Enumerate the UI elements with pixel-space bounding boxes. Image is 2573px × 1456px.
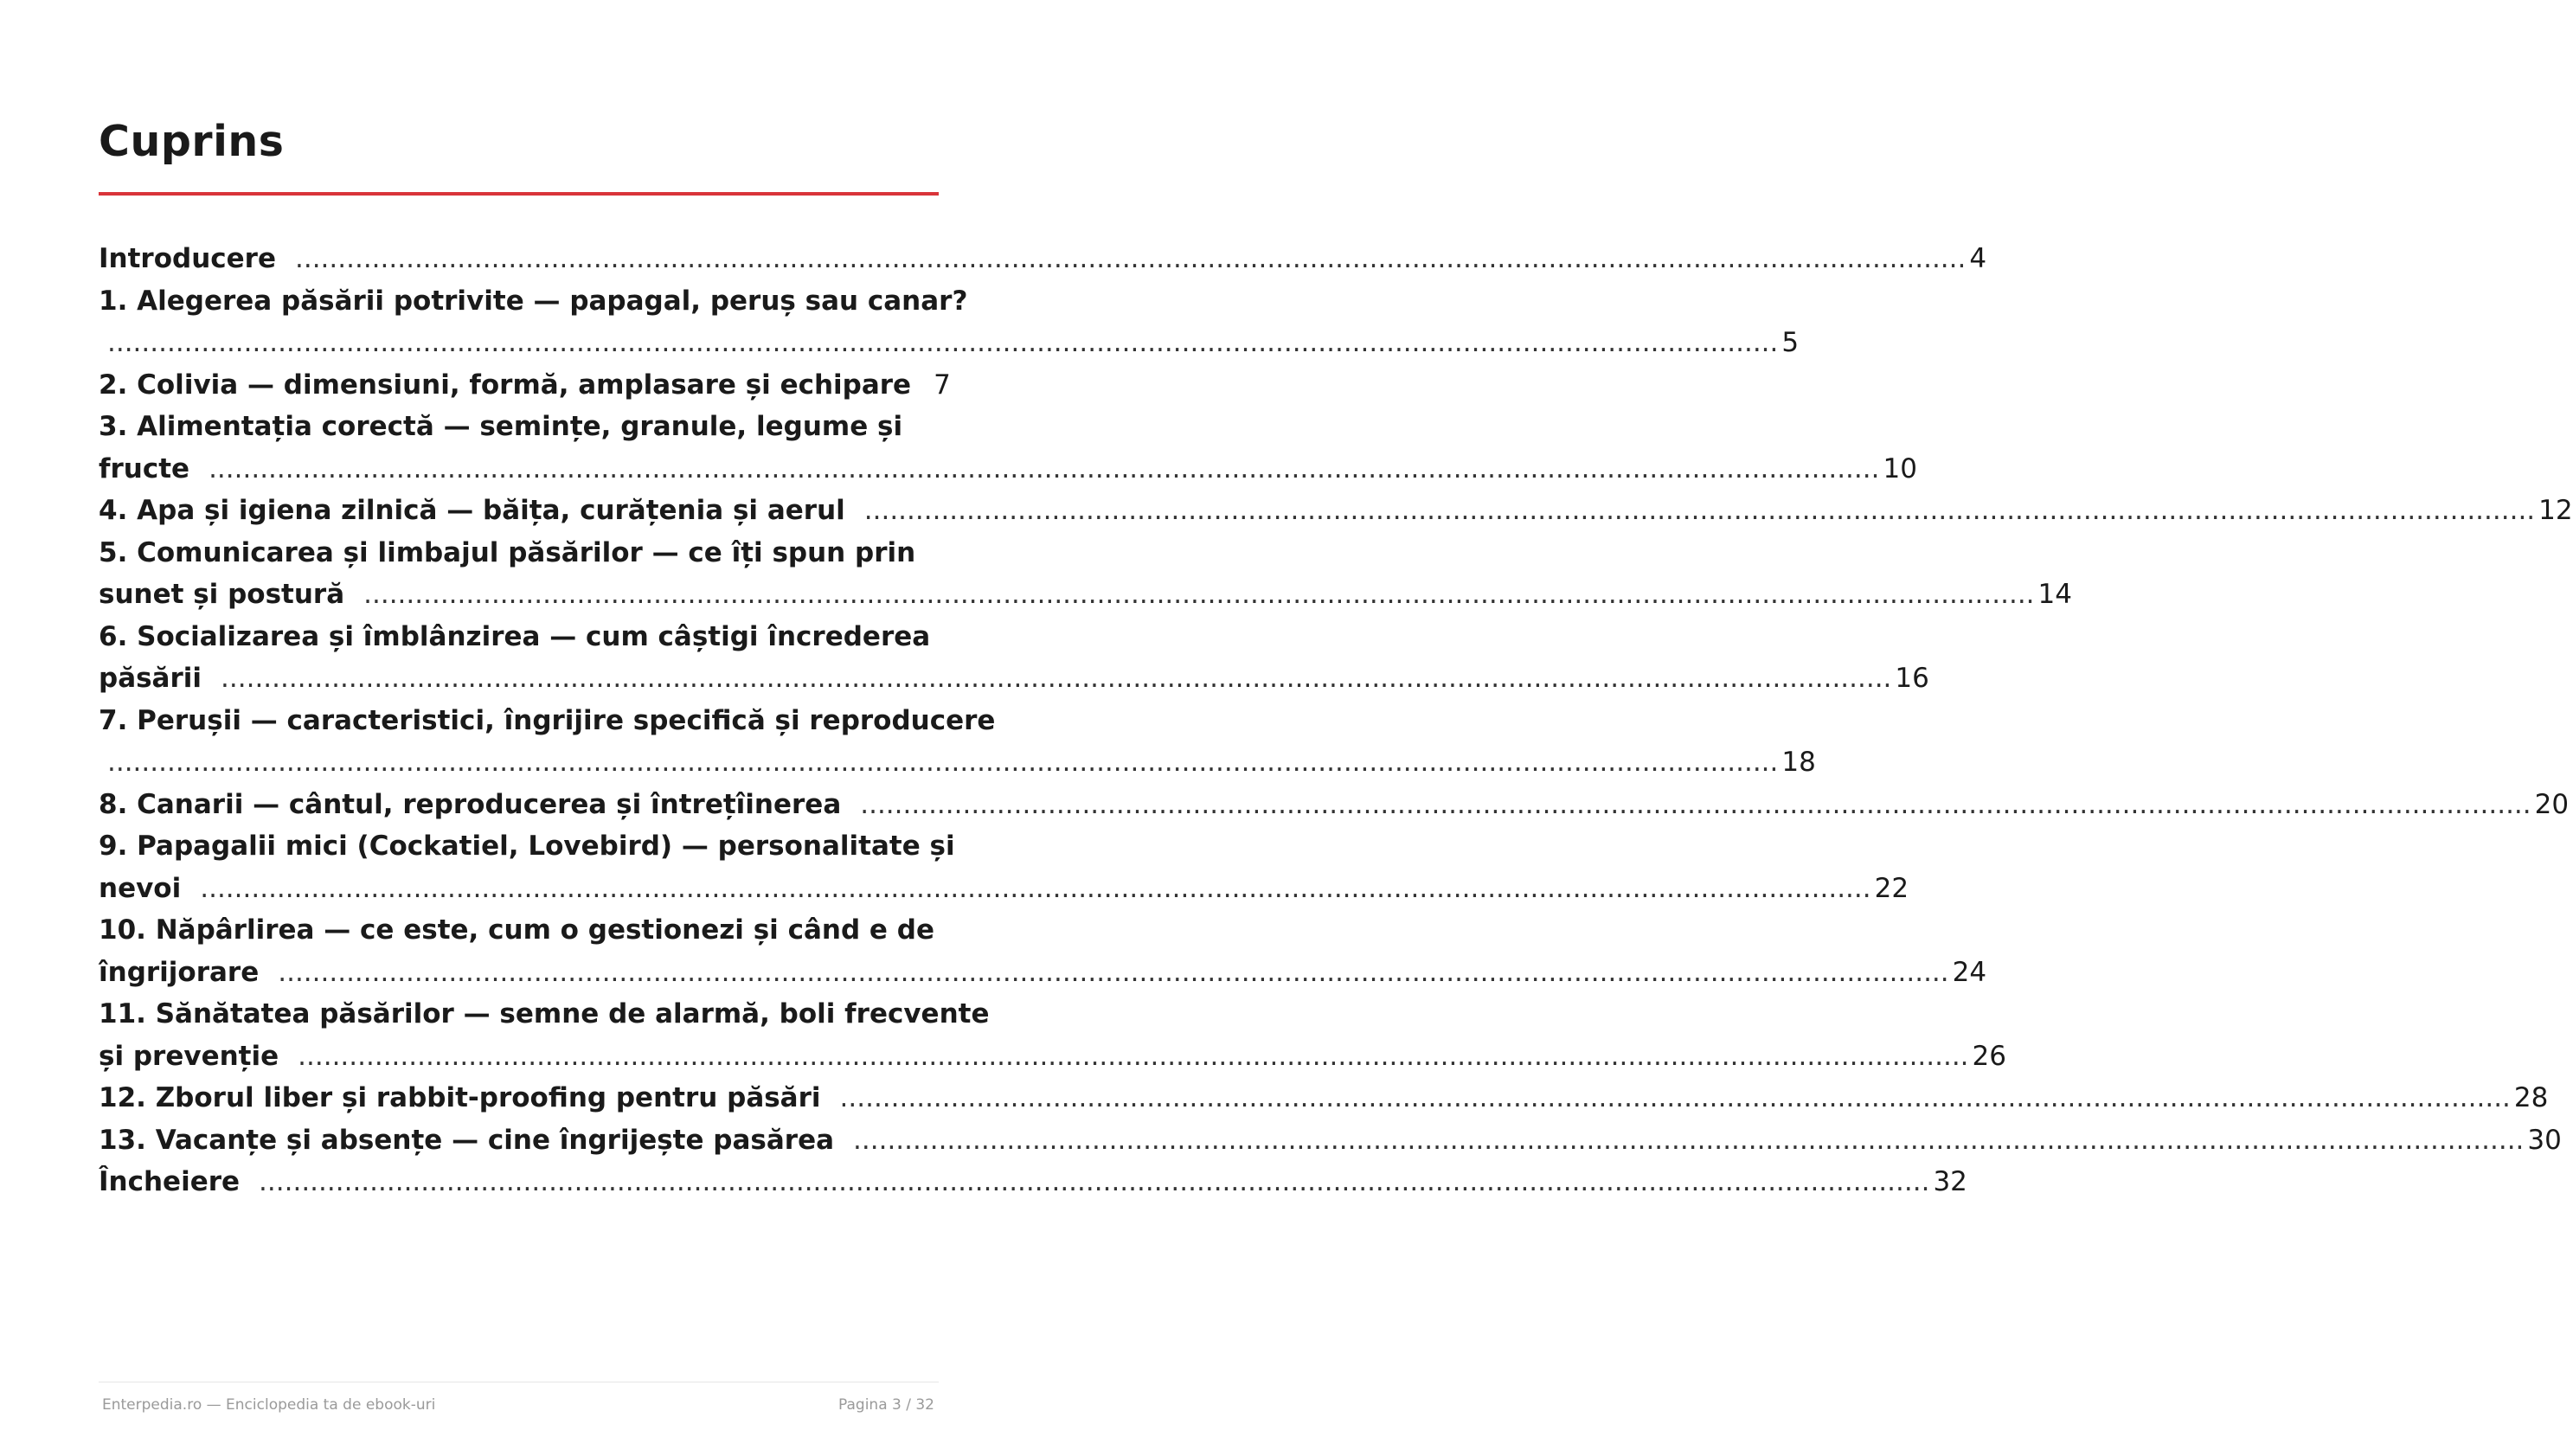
toc-entry-title-line: 13. Vacanțe și absențe — cine îngrijește pasărea — [99, 1124, 835, 1156]
footer-page-number: Pagina 3 / 32 — [838, 1396, 934, 1414]
page-title: Cuprins — [99, 117, 285, 166]
toc-page-number: 20 — [2534, 788, 2570, 820]
toc-entry[interactable] — [99, 1119, 2562, 1162]
toc-entry-title-line: păsării — [99, 663, 202, 694]
dot-leader — [209, 448, 1879, 491]
table-of-contents — [99, 238, 2573, 1203]
toc-entry-title-line: 5. Comunicarea și limbajul păsărilor — ce îți spun prin — [99, 536, 916, 568]
toc-entry[interactable] — [99, 490, 2573, 532]
toc-entry[interactable] — [99, 406, 1917, 490]
toc-page-number: 30 — [2527, 1124, 2562, 1156]
toc-entry-title-line: sunet și postură — [99, 579, 345, 610]
toc-page-number: 14 — [2037, 579, 2072, 610]
toc-entry-title-line: 8. Canarii — cântul, reproducerea și întrețîinerea — [99, 788, 842, 820]
toc-entry-title-line: 12. Zborul liber și rabbit-proofing pentru păsări — [99, 1082, 821, 1113]
dot-leader — [200, 868, 1870, 910]
footer-site-name: Enterpedia.ro — Enciclopedia ta de ebook-uri — [102, 1396, 436, 1414]
toc-entry-title-line: fructe — [99, 452, 190, 484]
dot-leader — [221, 657, 1891, 700]
toc-page-number: 32 — [1933, 1166, 1967, 1197]
dot-leader — [860, 784, 2531, 826]
dot-leader — [107, 741, 1778, 784]
toc-entry[interactable] — [99, 909, 1987, 993]
toc-page-number: 12 — [2538, 495, 2573, 526]
toc-entry-title-line: Încheiere — [99, 1166, 241, 1197]
toc-entry-title-line: 3. Alimentația corectă — semințe, granule, legume și — [99, 411, 903, 442]
toc-page-number: 28 — [2513, 1082, 2549, 1113]
toc-entry[interactable] — [99, 238, 1987, 280]
toc-entry-title-line: 1. Alegerea păsării potrivite — papagal, peruș sau canar? — [99, 285, 968, 317]
toc-page-number: 4 — [1969, 243, 1987, 274]
toc-entry-title-line: îngrijorare — [99, 956, 260, 988]
toc-entry[interactable] — [99, 1161, 1967, 1203]
toc-page-number: 7 — [934, 369, 951, 401]
toc-entry[interactable] — [99, 700, 1816, 784]
toc-page-number: 10 — [1883, 452, 1917, 484]
toc-entry-title-line: Introducere — [99, 243, 276, 274]
toc-entry-title-line: 4. Apa și igiena zilnică — băița, curățenia și aerul — [99, 495, 845, 526]
toc-entry[interactable] — [99, 280, 1800, 364]
toc-entry[interactable] — [99, 784, 2570, 826]
dot-leader — [259, 1161, 1929, 1203]
toc-entry-title-line: 9. Papagalii mici (Cockatiel, Lovebird) — personalitate și — [99, 831, 955, 862]
toc-entry[interactable] — [99, 532, 2072, 616]
toc-page-number: 24 — [1952, 956, 1987, 988]
title-divider — [99, 192, 939, 196]
dot-leader — [840, 1077, 2511, 1119]
dot-leader — [295, 238, 1966, 280]
dot-leader — [298, 1036, 1968, 1078]
toc-page-number: 26 — [1972, 1040, 2006, 1072]
toc-entry-title-line: 7. Perușii — caracteristici, îngrijire specifică și reproducere — [99, 704, 996, 736]
toc-entry[interactable] — [99, 993, 2006, 1077]
dot-leader — [278, 952, 1948, 994]
toc-entry-title-line: 6. Socializarea și îmblânzirea — cum câștigi încrederea — [99, 620, 931, 652]
toc-page-number: 22 — [1874, 872, 1909, 904]
toc-page-number: 5 — [1781, 327, 1800, 358]
dot-leader — [853, 1119, 2524, 1162]
toc-entry-title-line: nevoi — [99, 872, 182, 904]
toc-entry-title-line: 11. Sănătatea păsărilor — semne de alarmă, boli frecvente — [99, 998, 990, 1029]
toc-page-number: 18 — [1781, 747, 1816, 778]
toc-entry-title-line: 10. Năpârlirea — ce este, cum o gestionezi și când e de — [99, 914, 934, 946]
toc-entry[interactable] — [99, 616, 1929, 700]
toc-entry[interactable] — [99, 825, 1909, 909]
dot-leader — [864, 490, 2535, 532]
toc-entry[interactable] — [99, 364, 951, 407]
toc-entry-title-line: 2. Colivia — dimensiuni, formă, amplasare și echipare — [99, 369, 912, 401]
dot-leader — [363, 574, 2034, 616]
toc-entry-title-line: și prevenție — [99, 1040, 279, 1072]
toc-page-number: 16 — [1895, 663, 1929, 694]
toc-entry[interactable] — [99, 1077, 2549, 1119]
dot-leader — [107, 322, 1778, 364]
